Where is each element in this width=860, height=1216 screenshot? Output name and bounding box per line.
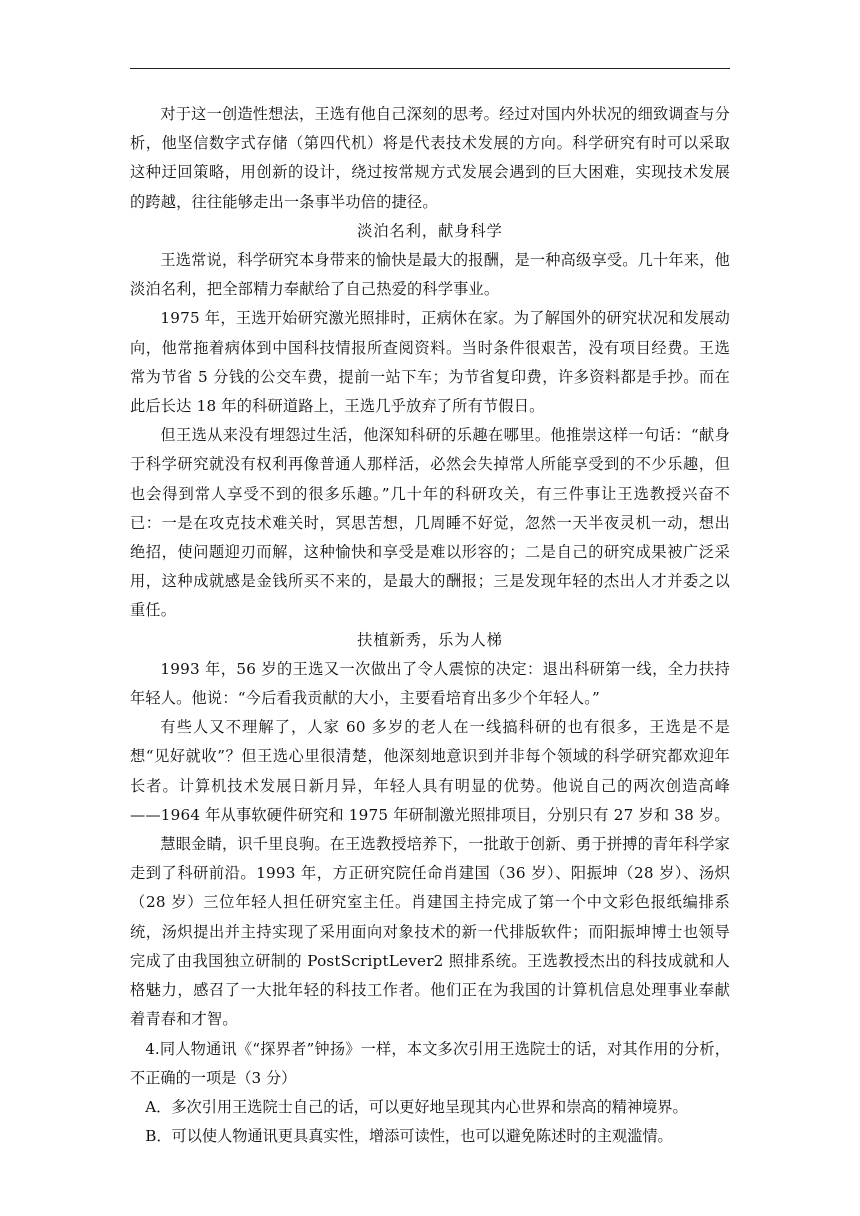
option-b: B．可以使人物通讯更具真实性，增添可读性，也可以避免陈述时的主观滥情。: [145, 1127, 673, 1146]
header-rule: [130, 68, 730, 69]
paragraph-strategy: 对于这一创造性想法，王选有他自己深刻的思考。经过对国内外状况的细致调查与分析，他坚信数字式存储（第四代机）将是代表技术发展的方向。科学研究有时可以采取这种迂回策略，用创新的设计，绕过按常规方式发展会遇到的巨大困难，实现技术发展的跨越，往往能够走出一条事半功倍的捷径。: [130, 105, 730, 211]
question-stem: 4.同人物通讯《“探界者”钟扬》一样，本文多次引用王选院士的话，对其作用的分析，不正确的一项是（3 分）: [130, 1039, 730, 1087]
article-body: [130, 100, 730, 1151]
paragraph-joy: 但王选从来没有埋怨过生活，他深知科研的乐趣在哪里。他推崇这样一句话：“献身于科学研究就没有权利再像普通人那样活，必然会失掉常人所能享受到的不少乐趣，但也会得到常人享受不到的很多乐趣。”几十年的科研攻关，有三件事让王选教授兴奋不已：一是在攻克技术难关时，冥思苦想，几周睡不好觉，忽然一天半夜灵机一动，想出绝招，使问题迎刃而解，这种愉快和享受是难以形容的；二是自己的研究成果被广泛采用，这种成就感是金钱所买不来的，是最大的酬报；三是发现年轻的杰出人才并委之以重任。: [130, 426, 730, 620]
paragraph-reward: 王选常说，科学研究本身带来的愉快是最大的报酬，是一种高级享受。几十年来，他淡泊名利，把全部精力奉献给了自己热爱的科学事业。: [130, 251, 730, 299]
paragraph-talents: 慧眼金睛，识千里良驹。在王选教授培养下，一批敢于创新、勇于拼搏的青年科学家走到了科研前沿。1993 年，方正研究院任命肖建国（36 岁）、阳振坤（28 岁）、汤炽（28 岁）三位年轻人担任研究室主任。肖建国主持完成了第一个中文彩色报纸编排系统，汤炽提出并主持实现了采用面向对象技术的新一代排版软件；而阳振坤博士也领导完成了由我国独立研制的 PostScriptLever2 照排系统。王选教授杰出的科技成就和人格魅力，感召了一大批年轻的科技工作者。他们正在为我国的计算机信息处理事业奉献着青春和才智。: [130, 835, 730, 1029]
paragraph-1975: 1975 年，王选开始研究激光照排时，正病休在家。为了解国外的研究状况和发展动向，他常拖着病体到中国科技情报所查阅资料。当时条件很艰苦，没有项目经费。王选常为节省 5 分钱的公交车费，提前一站下车；为节省复印费，许多资料都是手抄。而在此后长达 18 年的科研道路上，王选几乎放弃了所有节假日。: [130, 309, 730, 416]
section-heading-1: 淡泊名利，献身科学: [357, 221, 503, 240]
paragraph-youth: 有些人又不理解了，人家 60 多岁的老人在一线搞科研的也有很多，王选是不是想“见好就收”？但王选心里很清楚，他深刻地意识到并非每个领域的科学研究都欢迎年长者。计算机技术发展日新月异，年轻人具有明显的优势。他说自己的两次创造高峰——1964 年从事软硬件研究和 1975 年研制激光照排项目，分别只有 27 岁和 38 岁。: [130, 718, 730, 824]
section-heading-2: 扶植新秀，乐为人梯: [357, 630, 503, 649]
option-a: A．多次引用王选院士自己的话，可以更好地呈现其内心世界和崇高的精神境界。: [145, 1097, 688, 1116]
paragraph-1993: 1993 年，56 岁的王选又一次做出了令人震惊的决定：退出科研第一线，全力扶持年轻人。他说：“今后看我贡献的大小，主要看培育出多少个年轻人。”: [130, 659, 730, 708]
